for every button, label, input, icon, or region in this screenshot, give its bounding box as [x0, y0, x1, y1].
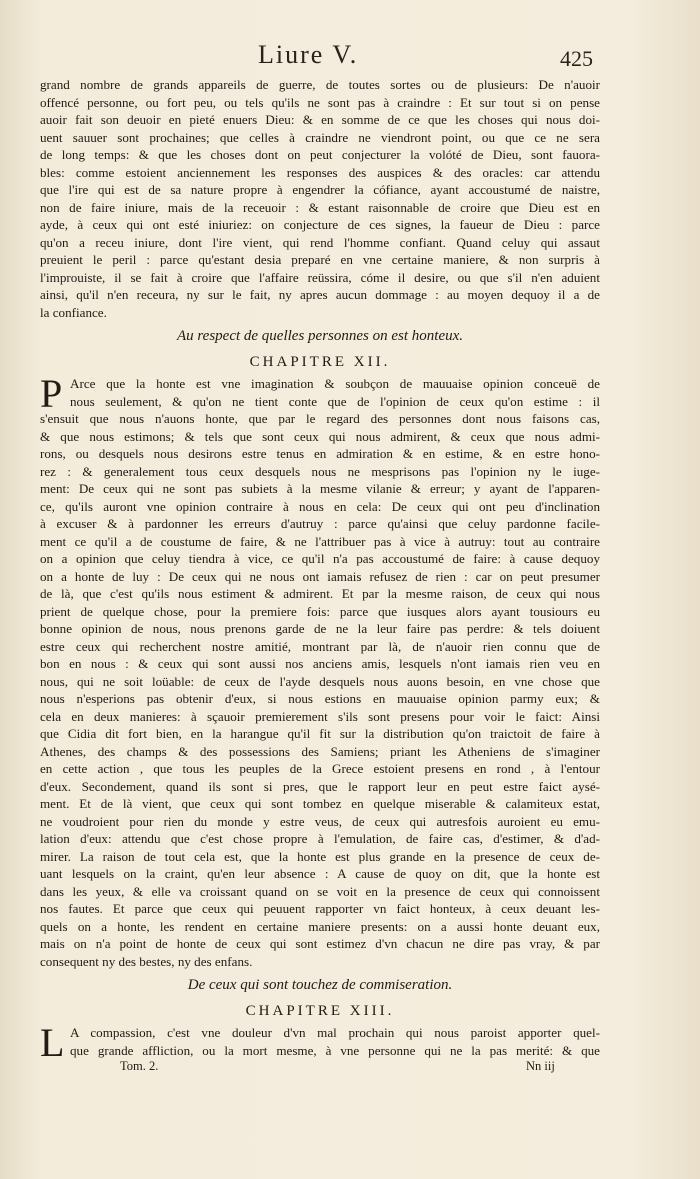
text-line: bonne opinion de nous, nous prenons garde de ne la leur faire pas perdre: & tels doiuent — [40, 621, 600, 636]
text-line: A compassion, c'est vne douleur d'vn mal prochain qui nous paroist apporter quel- — [70, 1025, 600, 1040]
text-line: bon en nous : & ceux qui sont aussi nos anciens amis, lesquels n'ont iamais rien veu en — [40, 656, 600, 671]
text-line: qu'on a receu iniure, dont l'ire vient, qui rend l'homme confiant. Quand celuy qui assaut — [40, 234, 600, 250]
text-line: mais on n'a point de honte de ceux qui sont estimez d'vn chacun ne dire pas vray, & par — [40, 936, 600, 951]
text-line: ment. Et de là vient, que ceux qui sont tombez en quelque miserable & calamiteux estat, — [40, 796, 600, 811]
page-header — [0, 40, 700, 74]
text-line: & que nous estimons; & tels que sont ceux qui nous admirent, & ceux que nous admi- — [40, 428, 600, 444]
text-line: la confiance. — [40, 304, 107, 320]
intro-paragraph — [40, 76, 600, 321]
page-number: 425 — [560, 46, 593, 71]
signature-mark: Nn iij — [526, 1059, 555, 1073]
text-line: que l'ire qui est de sa nature propre à engendrer la cófiance, ayant accoustumé de naistre, — [40, 182, 600, 197]
text-line: dans les yeux, & elle va croissant quand on se voit en la presence de ceux qui connoissent — [40, 883, 600, 899]
text-line: ce, qu'ils auront vne opinion contraire à nous en cela: De ceux qui ont peu d'inclination — [40, 498, 600, 514]
text-line: nous n'esperions pas obtenir d'eux, si nous estions en mauuaise opinion parmy eux; & — [40, 691, 600, 706]
text-line: ainsi, qu'il n'en receura, ny sur le fait, ny apres aucun dommage : au moyen dequoy il a de — [40, 287, 600, 302]
text-line: Athenes, des champs & des possessions des Samiens; priant les Atheniens de s'imaginer — [40, 743, 600, 759]
text-line: s'ensuit que nous n'auons honte, que par le regard des personnes dont nous faisons cas, — [40, 411, 600, 426]
text-line: nos fautes. Et parce que ceux qui peuuent rapporter vn faict honteux, à ceux deuant les- — [40, 901, 600, 916]
text-line: offencé personne, ou fort peu, ou tels qu'ils ne sont pas à craindre : Et sur tout si on pense — [40, 94, 600, 110]
text-line: de là, que c'est qu'ils nous estiment & admirent. Et par la mesme raison, de ceux qui nous — [40, 586, 600, 601]
text-line: ne voudroient pour rien du monde y estre veus, de ceux qui autresfois auroient eu emu- — [40, 813, 600, 829]
chapter-13-paragraph — [40, 1020, 600, 1065]
drop-cap: L — [40, 1020, 65, 1065]
text-line: ment ce qu'il a de coustume de faire, & ne l'attribuer pas à vice à autruy: tout au contraire — [40, 533, 600, 549]
running-title: Liure V. — [258, 40, 359, 69]
text-line: que grande affliction, ou la mort mesme, à vne personne qui ne la pas merité: & que — [70, 1042, 600, 1058]
text-line: cela en deux manieres: à sçauoir premierement s'ils sont presens pour voir le faict: Ainsi — [40, 708, 600, 724]
chapter-12-heading: CHAPITRE XII. — [249, 354, 391, 370]
text-line: ayde, à ceux qui ont esté iniuriez: on conjecture de ces signes, la faueur de Dieu : parce — [40, 217, 600, 232]
text-line: d'eux. Secondement, quand ils sont si pres, que le rapport leur en peut estre faict aysé- — [40, 778, 600, 794]
text-line: ment: De ceux qui ne sont pas subiets à la mesme vilanie & erreur; y ayant de l'apparen- — [40, 481, 600, 496]
drop-cap: P — [40, 371, 63, 416]
text-line: grand nombre de grands appareils de guerre, de toutes sortes ou de plusieurs: De n'auoir — [40, 77, 600, 92]
section-13-title: De ceux qui sont touchez de commiseration. — [187, 977, 453, 993]
text-line: en cette action , que tous les peuples de la Grece estoient presens en rond , à l'entour — [40, 761, 600, 776]
chapter-12-paragraph — [40, 371, 600, 970]
text-line: de long temps: & que les choses dont on peut conjecturer la volóté de Dieu, sont fauora- — [40, 147, 600, 162]
text-line: que Cidia dit fort bien, en la harangue qu'il fit sur la distribution qu'on traictoit de faire à — [40, 726, 600, 741]
text-line: uant lesquels on la craint, qu'en leur absence : A cause de quoy on dit, que la honte est — [40, 866, 600, 881]
text-line: bles: comme estoient anciennement les responses des auspices & des oracles: car attendu — [40, 164, 600, 180]
text-line: lation d'eux: attendu que c'est chose propre à l'emulation, de faire cas, d'estimer, & d'ad- — [40, 831, 600, 846]
text-line: rons, ou desquels nous desirons estre tenus en admiration & en estime, & en estre hono- — [40, 446, 600, 461]
text-line: quels on a honte, les rendent en certaine maniere presents: on a aussi honte deuant eux, — [40, 918, 600, 934]
text-line: nous, qui ne soit loüable: de ceux de l'ayde desquels nous auons besoin, en vne chose que — [40, 673, 600, 689]
text-line: estre ceux qui recherchent nostre amitié, montrant par là, de n'auoir rien connu que de — [40, 638, 600, 654]
text-line: Arce que la honte est vne imagination & soubçon de mauuaise opinion conceuë de — [70, 376, 600, 391]
text-line: non de faire iniure, mais de la receuoir : & estant raisonnable de croire que Dieu est en — [40, 199, 600, 215]
text-line: rez : & generalement tous ceux desquels nous ne mesprisons pas l'opinion ny le iuge- — [40, 463, 600, 479]
chapter-13-heading: CHAPITRE XIII. — [245, 1003, 395, 1019]
volume-marker: Tom. 2. — [120, 1059, 159, 1073]
page-footer — [40, 1059, 600, 1077]
text-line: on a opinion que celuy tiendra à vice, ce qu'il n'a pas accoustumé de faire: à cause dequoy — [40, 551, 600, 566]
section-12-title: Au respect de quelles personnes on est honteux. — [176, 328, 464, 344]
text-line: mirer. La raison de tout cela est, que la honte est plus grande en la presence de ceux de- — [40, 848, 600, 864]
text-line: preuient le peril : parce qu'estant desia preparé en vne certaine maniere, & non surpris à — [40, 252, 600, 267]
text-line: auoir fait son deuoir en pieté enuers Dieu: & en somme de ce que les choses qui nous doi- — [40, 112, 600, 127]
text-line: à excuser & à pardonner les erreurs d'autruy : parce qu'ainsi que celuy pardonne facile- — [40, 516, 600, 531]
text-line: prient de quelque chose, pour la premiere fois: parce que iusques alors ayant tousiours eu — [40, 603, 600, 619]
text-line: l'improuiste, il se fait à croire que l'affaire reüssira, cóme il desire, ou que s'il n'en aduient — [40, 269, 600, 285]
text-line: uent sauuer sont prochaines; que celles à craindre ne viendront point, ou que ce ne sera — [40, 129, 600, 145]
text-line: nous seulement, & qu'on ne tient conte que de l'opinion de ceux qu'on estime : il — [70, 393, 600, 409]
text-line: on a honte de luy : De ceux qui ne nous ont iamais refusez de rien : car on peut presumer — [40, 568, 600, 584]
text-line: consequent ny des bestes, ny des enfans. — [40, 953, 253, 969]
page-body — [40, 76, 600, 1077]
